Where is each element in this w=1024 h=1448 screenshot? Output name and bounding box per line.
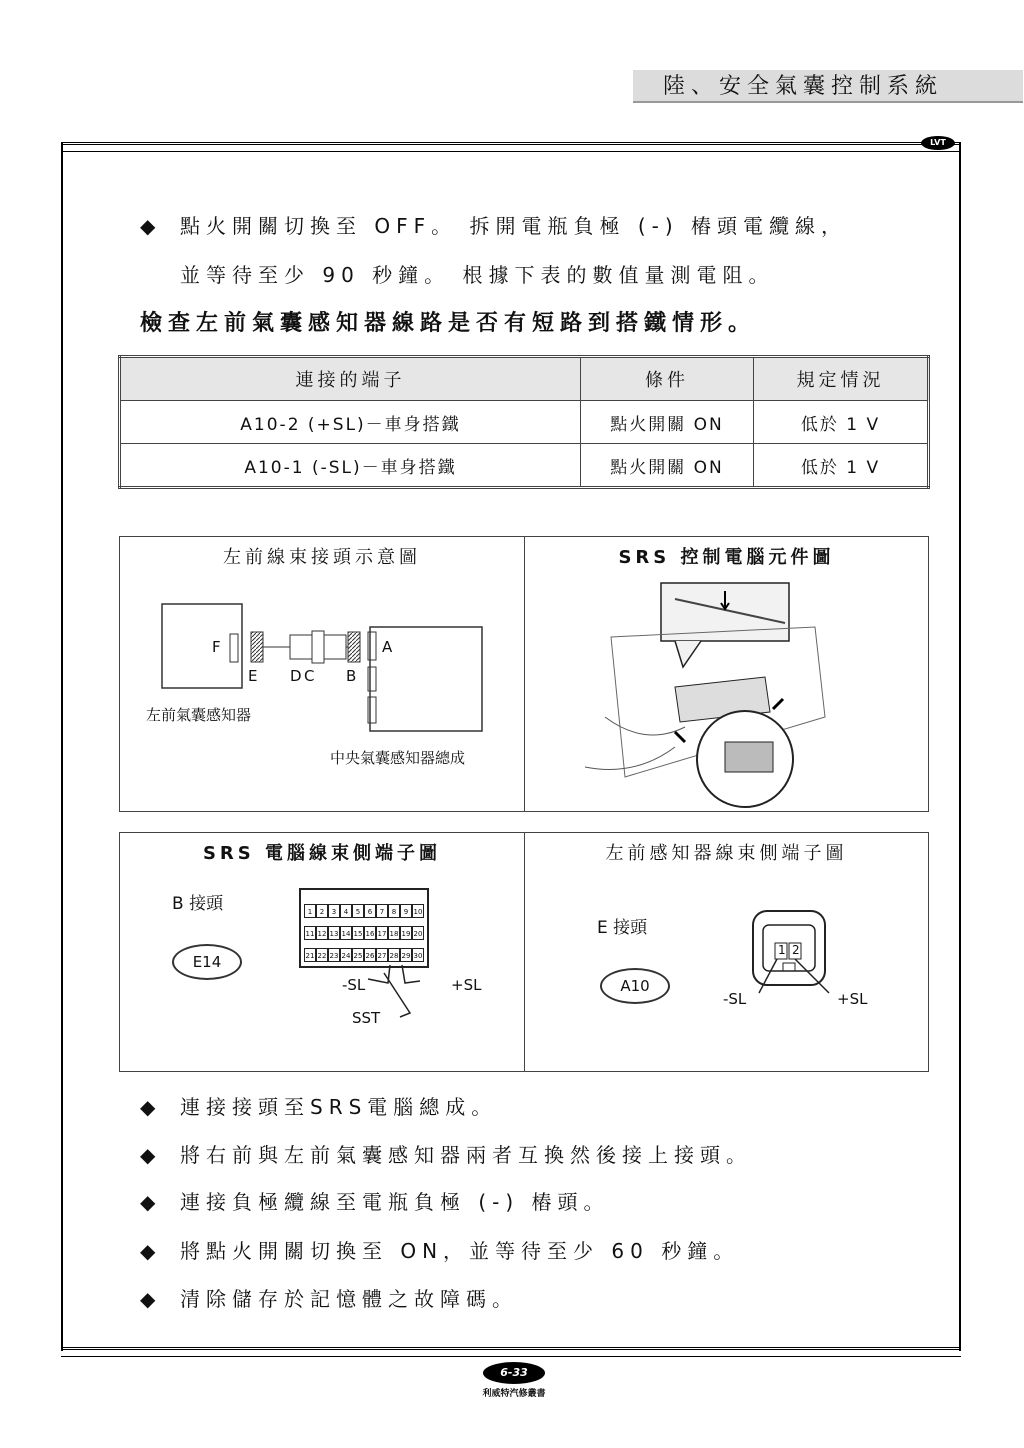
table-row	[120, 444, 929, 488]
terminal-pin: 4	[340, 904, 352, 918]
figure-caption: 左前線束接頭示意圖	[223, 547, 421, 568]
step-line	[140, 1091, 497, 1120]
terminal-pin: 3	[328, 904, 340, 918]
frame-bottom-rule	[61, 1347, 961, 1357]
brand-logo: LVT	[921, 136, 955, 150]
connector-code: A10	[600, 968, 670, 1004]
terminal-pin: 8	[388, 904, 400, 918]
pin-1: 1	[778, 943, 786, 957]
step-line	[140, 1235, 739, 1264]
col-terminal: 連接的端子	[120, 357, 581, 401]
label-a: A	[382, 638, 393, 656]
terminal-pin: 27	[376, 948, 388, 962]
label-c: C	[304, 667, 315, 685]
spec-table	[118, 355, 930, 489]
terminal-pin: 19	[400, 926, 412, 940]
figure-sensor-terminal	[524, 832, 929, 1072]
terminal-pin: 13	[328, 926, 340, 940]
terminal-pin: 21	[304, 948, 316, 962]
terminal-pin: 18	[388, 926, 400, 940]
figure-caption: SRS 控制電腦元件圖	[618, 547, 835, 568]
step-text: 連接接頭至SRS電腦總成。	[180, 1095, 498, 1119]
label-sst: SST	[352, 1009, 381, 1027]
connector-label: B 接頭	[172, 894, 224, 914]
figure-srs-component	[524, 536, 929, 812]
figure-caption: 左前感知器線束側端子圖	[605, 843, 848, 864]
pin-2: 2	[792, 943, 800, 957]
terminal-pin: 1	[304, 904, 316, 918]
bullet-icon: ◆	[140, 1287, 162, 1311]
label-plus-sl: +SL	[451, 976, 482, 994]
step-line	[140, 210, 847, 239]
step-line-cont: 並等待至少 90 秒鐘。 根據下表的數值量測電阻。	[180, 263, 775, 287]
cell: 點火開關 ON	[581, 401, 754, 444]
sensor-connector-drawing	[525, 833, 928, 1071]
step-line	[140, 1283, 518, 1312]
bullet-icon: ◆	[140, 1190, 162, 1214]
terminal-pin: 15	[352, 926, 364, 940]
label-minus-sl: -SL	[342, 976, 366, 994]
step-line	[140, 1186, 610, 1215]
label-d: D	[290, 667, 302, 685]
terminal-pin: 22	[316, 948, 328, 962]
terminal-pin: 26	[364, 948, 376, 962]
terminal-pin: 20	[412, 926, 424, 940]
terminal-pin: 17	[376, 926, 388, 940]
terminal-pin: 16	[364, 926, 376, 940]
table-header-row	[120, 357, 929, 401]
bullet-icon: ◆	[140, 1143, 162, 1167]
label-f: F	[212, 638, 221, 656]
terminal-pin: 9	[400, 904, 412, 918]
cell: 低於 1 V	[754, 401, 929, 444]
cell: 點火開關 ON	[581, 444, 754, 488]
terminal-pin: 11	[304, 926, 316, 940]
cell: A10-1 (-SL)－車身搭鐵	[120, 444, 581, 488]
figure-caption: SRS 電腦線束側端子圖	[202, 843, 442, 864]
step-text: 將點火開關切換至 ON，並等待至少 60 秒鐘。	[180, 1239, 740, 1263]
terminal-pin: 12	[316, 926, 328, 940]
publisher-name: 利威特汽修叢書	[482, 1389, 546, 1399]
terminal-pin: 5	[352, 904, 364, 918]
terminal-pin: 30	[412, 948, 424, 962]
srs-component-illustration	[525, 537, 928, 811]
terminal-pin: 24	[340, 948, 352, 962]
terminal-pin: 29	[400, 948, 412, 962]
terminal-pin: 2	[316, 904, 328, 918]
step-line	[140, 1139, 752, 1168]
bullet-icon: ◆	[140, 1239, 162, 1263]
bullet-icon: ◆	[140, 214, 162, 238]
terminal-pin: 28	[388, 948, 400, 962]
terminal-pin: 6	[364, 904, 376, 918]
page-footer	[478, 1362, 550, 1399]
bullet-icon: ◆	[140, 1095, 162, 1119]
chapter-title: 陸、安全氣囊控制系統	[633, 70, 1023, 103]
label-center-assembly: 中央氣囊感知器總成	[330, 749, 466, 767]
label-left-sensor: 左前氣囊感知器	[146, 706, 252, 724]
connector-code: E14	[172, 944, 242, 980]
step-text: 點火開關切換至 OFF。 拆開電瓶負極 (-) 樁頭電纜線，	[180, 214, 848, 238]
label-b: B	[346, 667, 357, 685]
figure-harness-diagram	[119, 536, 525, 812]
col-spec: 規定情況	[754, 357, 929, 401]
terminal-pin: 14	[340, 926, 352, 940]
label-plus-sl: +SL	[837, 990, 868, 1008]
terminal-pin: 23	[328, 948, 340, 962]
connector-label: E 接頭	[597, 918, 648, 938]
step-text: 連接負極纜線至電瓶負極 (-) 樁頭。	[180, 1190, 610, 1214]
label-e: E	[248, 667, 258, 685]
terminal-pin: 7	[376, 904, 388, 918]
terminal-leaders	[120, 833, 524, 1071]
label-minus-sl: -SL	[723, 990, 747, 1008]
col-condition: 條件	[581, 357, 754, 401]
step-text: 將右前與左前氣囊感知器兩者互換然後接上接頭。	[180, 1143, 752, 1167]
terminal-pin: 25	[352, 948, 364, 962]
figure-srs-terminal	[119, 832, 525, 1072]
page-number: 6-33	[483, 1362, 545, 1384]
harness-diagram	[120, 537, 524, 811]
table-row	[120, 401, 929, 444]
subheading: 檢查左前氣囊感知器線路是否有短路到搭鐵情形。	[140, 311, 757, 336]
cell: A10-2 (+SL)－車身搭鐵	[120, 401, 581, 444]
cell: 低於 1 V	[754, 444, 929, 488]
step-text: 清除儲存於記憶體之故障碼。	[180, 1287, 518, 1311]
terminal-pin: 10	[412, 904, 424, 918]
